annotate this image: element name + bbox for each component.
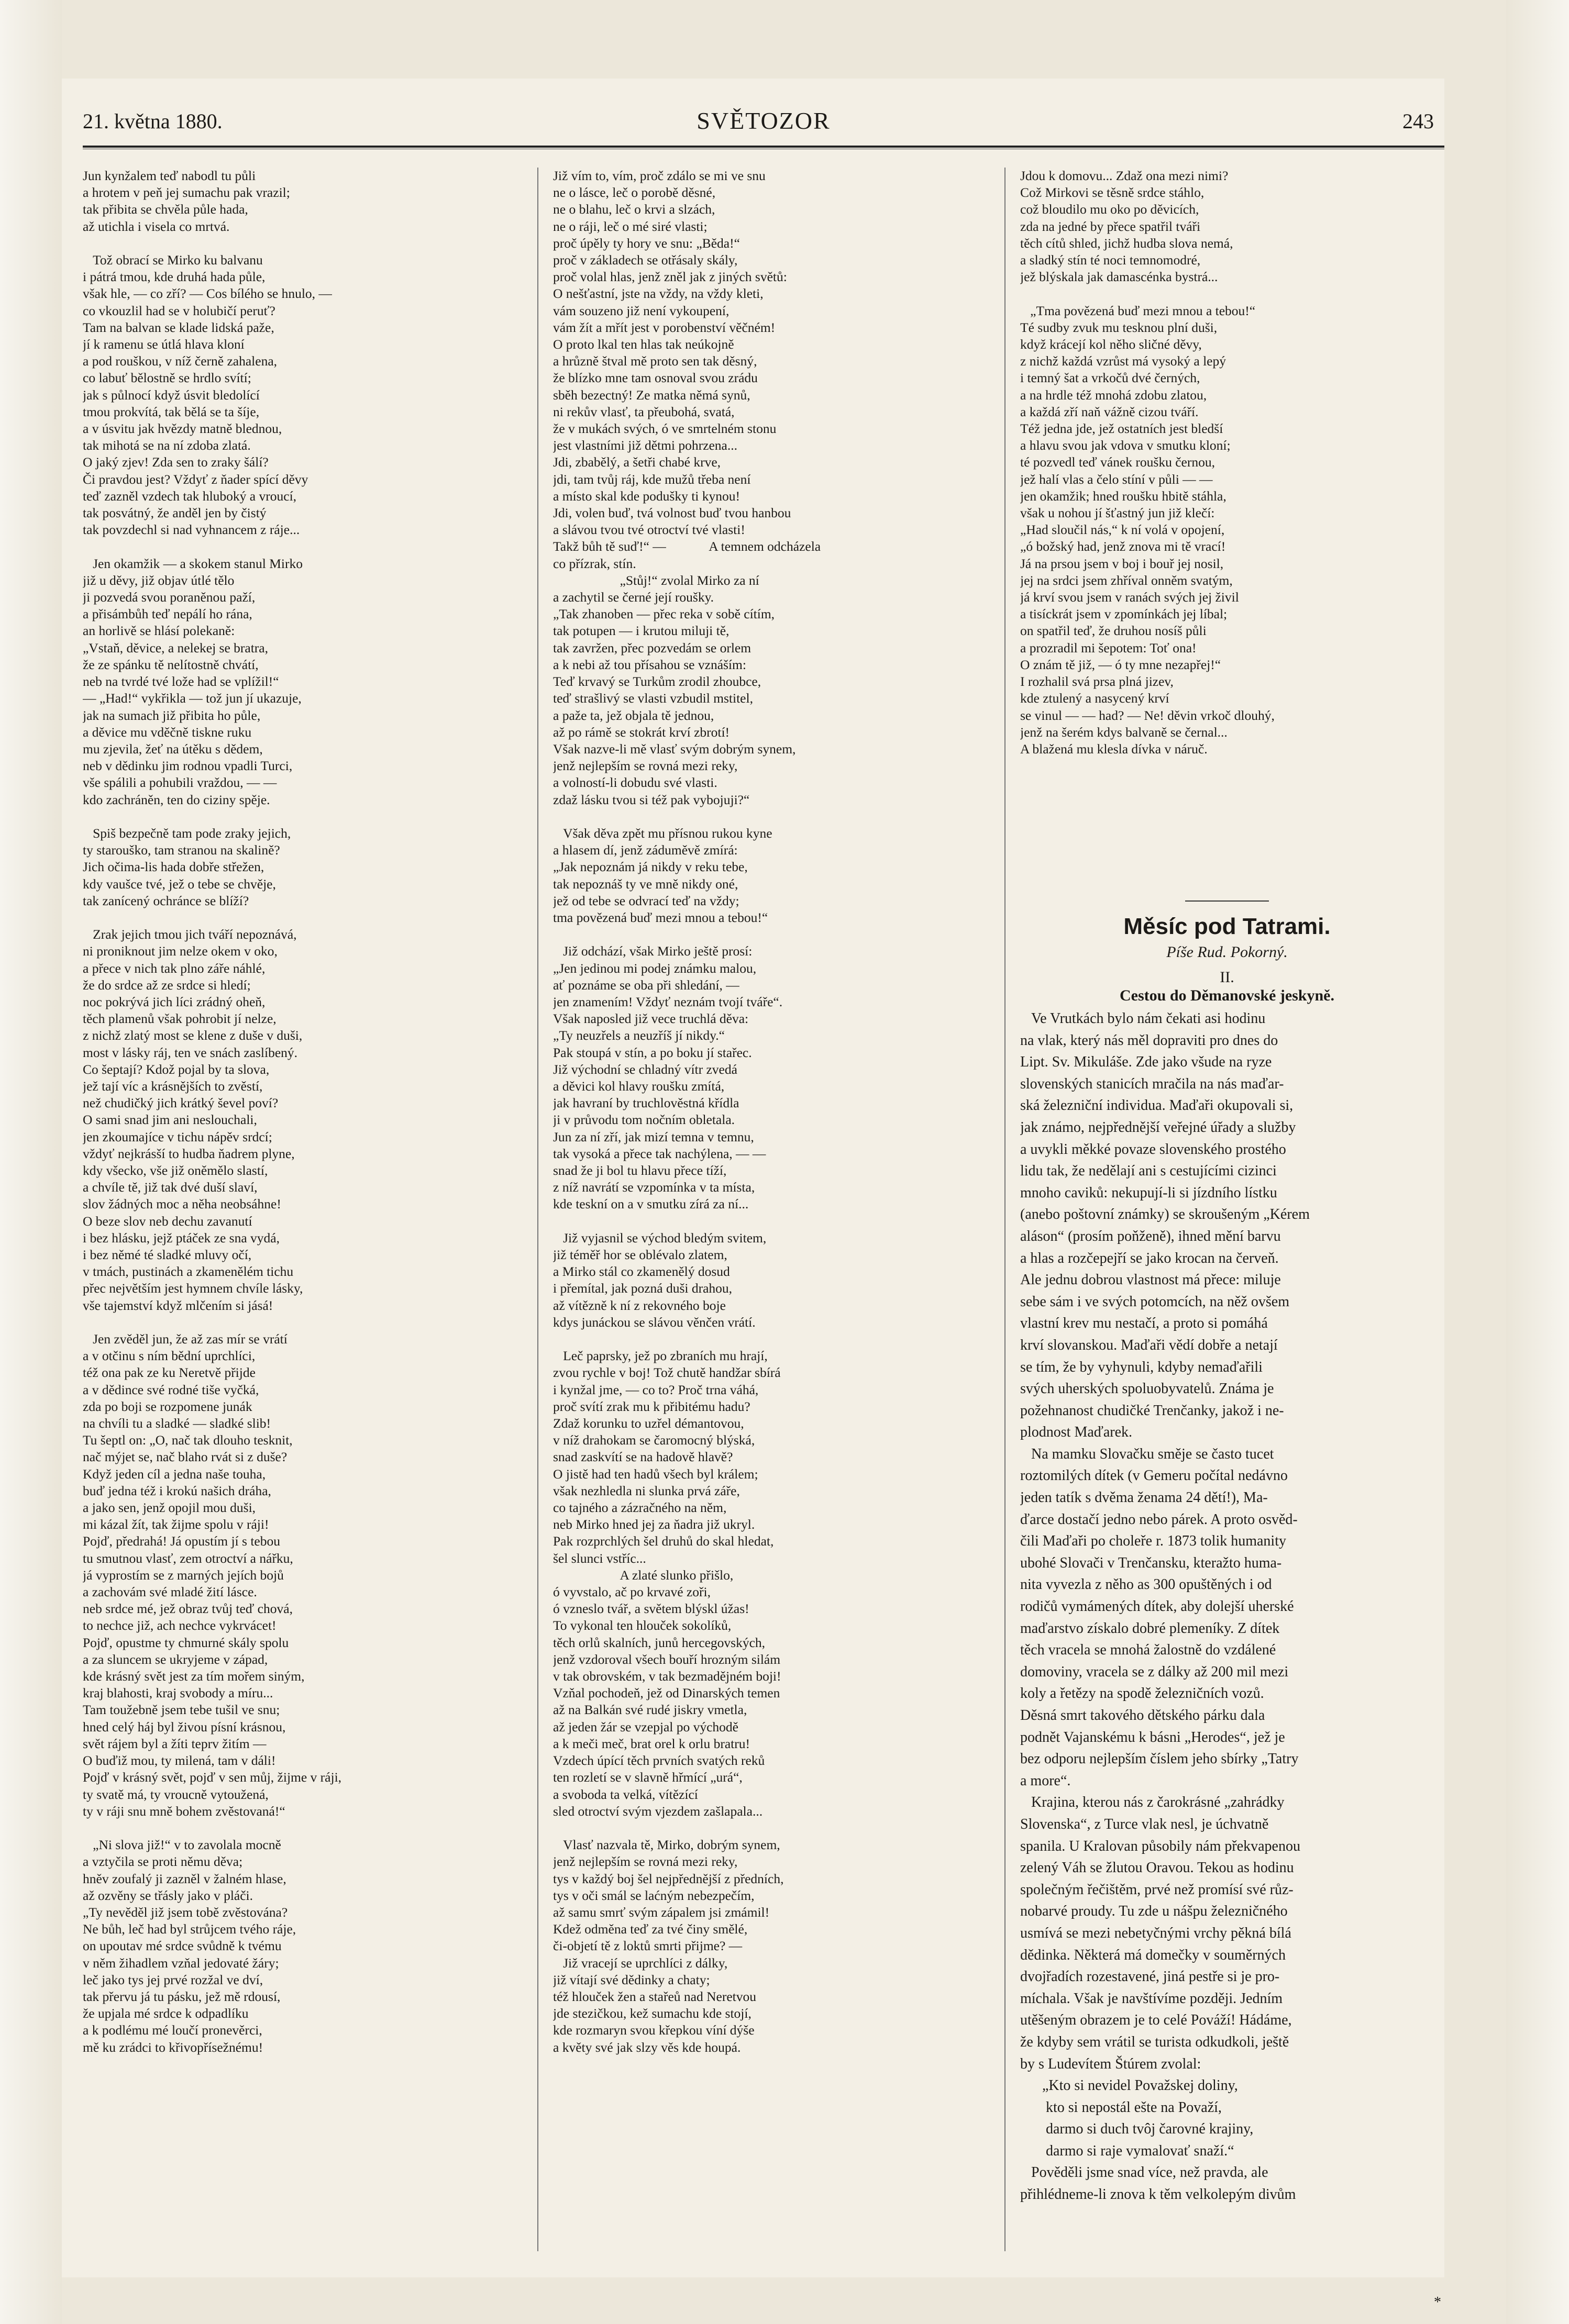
newspaper-page — [62, 79, 1444, 2310]
page-binding-right — [1506, 0, 1569, 2324]
issue-date: 21. května 1880. — [83, 109, 223, 133]
page-number: 243 — [1402, 109, 1434, 133]
poem-end-rule — [1185, 900, 1269, 902]
page-header — [83, 109, 1444, 146]
poem-column-3: Jdou k domovu... Zdaž ona mezi nimi? Což Mirkovi se těsně srdce stáhlo, což bloudilo mu oko po děvicích, zda na jedné by přece spatřil tváři těch cítů shled, jichž hudba slova nemá, a sladký stín té noci temnomodré, jež blýskala jak damascénka bystrá... „Tma povězená buď mezi mnou a tebou!“ Té sudby zvuk mu tesknou plní duši, když krácejí kol něho sličné děvy, z nichž každá vzrůst má vysoký a lepý i temný šat a vrkočů dvé černých, a na hrdle též mnohá zdobu zlatou, a každá zří naň vážně cizou tváří. Též jedna jde, jež ostatních jest bledší a hlavu svou jak vdova v smutku kloní; té pozvedl teď vánek roušku černou, jež halí vlas a čelo stíní v půli — — jen okamžik; hned roušku hbitě stáhla, však u nohou jí šťastný jun již klečí: „Had sloučil nás,“ k ní volá v opojení, „ó božský had, jenž znova mi tě vrací! Já na prsou jsem v boj i bouř jej nosil, jej na srdci jsem zhříval onněm svatým, já krví svou jsem v ranách svých jej živil a tisíckrát jsem v zpomínkách jej líbal; on spatřil teď, že druhou nosíš půli a prozradil mi šepotem: Toť ona! O znám tě již, — ó ty mne nezapřej!“ I rozhalil svá prsa plná jizev, kde ztulený a nasycený krví se vinul — — had? — Ne! děvin vrkoč dlouhý, jenž na šerém kdys balvaně se černal... A blažená mu klesla dívka v náruč. — [1020, 168, 1275, 757]
page-binding-left — [0, 0, 62, 2324]
article-byline: Píše Rud. Pokorný. — [1166, 943, 1288, 961]
article-subtitle: Cestou do Děmanovské jeskyně. — [1119, 987, 1334, 1004]
column-divider-2 — [1004, 168, 1006, 2251]
poem-column-1: Jun kynžalem teď nabodl tu půli a hrotem v peň jej sumachu pak vrazil; tak přibita se chvěla půle hada, až utichla i visela co mrtvá. Tož obrací se Mirko ku balvanu i pátrá tmou, kde druhá hada půle, však hle, — co zří? — Cos bílého se hnulo, — co vkouzlil had se v holubičí peruť? Tam na balvan se klade lidská paže, jí k ramenu se útlá hlava kloní a pod rouškou, v níž černě zahalena, co labuť bělostně se hrdlo svítí; jak s půlnocí když úsvit bledolící tmou prokvítá, tak bělá se ta šíje, a v úsvitu jak hvězdy matně blednou, tak mihotá se na ní zdoba zlatá. O jaký zjev! Zda sen to zraky šálí? Či pravdou jest? Vždyť z ňader spící děvy teď zazněl vzdech tak hluboký a vroucí, tak posvátný, že anděl jen by čistý tak povzdechl si nad vyhnancem z ráje... Jen okamžik — a skokem stanul Mirko již u děvy, již objav útlé tělo ji pozvedá svou poraněnou paží, a přisámbůh teď nepálí ho rána, an horlivě se hlásí polekaně: „Vstaň, děvice, a nelekej se bratra, že ze spánku tě nelítostně chvátí, neb na tvrdé tvé lože had se vplížil!“ — „Had!“ vykřikla — tož jun jí ukazuje, jak na sumach již přibita ho půle, a děvice mu vděčně tiskne ruku mu zjevila, žeť na útěku s dědem, neb v dědinku jim rodnou vpadli Turci, vše spálili a pohubili vraždou, — — kdo zachráněn, ten do ciziny spěje. Spiš bezpečně tam pode zraky jejich, ty starouško, tam stranou na skalině? Jich očima-lis hada dobře střežen, kdy vaušce tvé, jež o tebe se chvěje, tak zanícený ochránce se blíží? Zrak jejich tmou jich tváří nepoznává, ni proniknout jim nelze okem v oko, a přece v nich tak plno záře náhlé, že do srdce až ze srdce si hledí; noc pokrývá jich líci zrádný oheň, těch plamenů však pohrobit jí nelze, z nichž zlatý most se klene z duše v duši, most v lásky ráj, ten ve snách zaslíbený. Co šeptají? Kdož pojal by ta slova, jež tají víc a krásnějších to zvěstí, než chudičký jich krátký ševel poví? O sami snad jim ani neslouchali, jen zkoumajíce v tichu nápěv srdcí; vždyť nejkrásší to hudba ňadrem plyne, kdy všecko, vše již oněmělo slastí, a chvíle tě, již tak dvé duší slaví, slov žádných moc a něha neobsáhne! O beze slov neb dechu zavanutí i bez hlásku, jejž ptáček ze sna vydá, i bez němé té sladké mluvy očí, v tmách, pustinách a zkamenělém tichu přec největším jest hymnem chvíle lásky, vše tajemství když mlčením si jásá! Jen zvěděl jun, že až zas mír se vrátí a v otčinu s ním bědní uprchlíci, též ona pak ze ku Neretvě přijde a v dědince své rodné tiše vyčká, zda po boji se rozpomene junák na chvíli tu a sladké — sladké slib! Tu šeptl on: „O, nač tak dlouho tesknit, nač mýjet se, nač blaho rvát si z duše? Když jeden cíl a jedna naše touha, buď jedna též i krokú našich dráha, a jako sen, jenž opojil mou duši, mi kázal žít, tak žijme spolu v ráji! Pojď, předrahá! Já opustím jí s tebou tu smutnou vlasť, zem otroctví a nářku, já vyprostím se z marných jejích bojů a zachovám své mladé žití lásce. neb srdce mé, jež obraz tvůj teď chová, to nechce již, ach nechce vykrvácet! Pojď, opustme ty chmurné skály spolu a za sluncem se ukryjeme v západ, kde krásný svět jest za tím mořem siným, kraj blahosti, kraj svobody a míru... Tam toužebně jsem tebe tušil ve snu; hned celý háj byl živou písní krásnou, svět rájem byl a žíti teprv žitím — O buďiž mou, ty milená, tam v dáli! Pojď v krásný svět, pojď v sen můj, žijme v ráji, ty svatě má, ty vroucně vytoužená, ty v ráji snu mně bohem zvěstovaná!“ „Ni slova již!“ v to zavolala mocně a vztyčila se proti němu děva; hněv zoufalý ji zazněl v žalném hlase, až ozvěny se třásly jako v pláči. „Ty nevěděl již jsem tobě zvěstována? Ne bůh, leč had byl strůjcem tvého ráje, on upoutav mé srdce svůdně k tvému v něm žihadlem vzňal jedovaté žáry; leč jako tys jej prvé rozžal ve dví, tak přervu já tu pásku, jež mě rdousí, že upjala mé srdce k odpadlíku a k podlému mé loučí pronevěrci, mě ku zrádci to křivopřísežnému! — [83, 168, 342, 2055]
poem-column-2: Již vím to, vím, proč zdálo se mi ve snu ne o lásce, leč o porobě děsné, ne o blahu, leč o krvi a slzách, ne o ráji, leč o mé siré vlasti; proč úpěly ty hory ve snu: „Běda!“ proč v základech se otřásaly skály, proč volal hlas, jenž zněl jak z jiných světů: O nešťastní, jste na vždy, na vždy kleti, vám souzeno již není vykoupení, vám žít a mřít jest v porobenství věčném! O proto lkal ten hlas tak neúkojně a hrůzně štval mě proto sen tak děsný, že blízko mne tam osnoval svou zrádu sběh bezectný! Ze matka němá synů, ni rekův vlasť, ta přeubohá, svatá, že v mukách svých, ó ve smrtelném stonu jest vlastními již dětmi pohrzena... Jdi, zbabělý, a šetři chabé krve, jdi, tam tvůj ráj, kde mužů třeba není a místo skal kde podušky ti kynou! Jdi, volen buď, tvá volnost buď tvou hanbou a slávou tvou tvé otroctví tvé vlasti! Takž bůh tě suď!“ — A temnem odcházela co přízrak, stín. „Stůj!“ zvolal Mirko za ní a zachytil se černé její roušky. „Tak zhanoben — přec reka v sobě cítím, tak potupen — i krutou miluji tě, tak zavržen, přec pozvedám se orlem a k nebi až tou přísahou se vznáším: Teď krvavý se Turkům zrodil zhoubce, teď strašlivý se vlasti vzbudil mstitel, a paže ta, jež objala tě jednou, až po rámě se stokrát krví zbrotí! Však nazve-li mě vlasť svým dobrým synem, jenž nejlepším se rovná mezi reky, a volností-li dobudu své vlasti. zdaž lásku tvou si též pak vybojuji?“ Však děva zpět mu přísnou rukou kyne a hlasem dí, jenž záduměvě zmírá: „Jak nepoznám já nikdy v reku tebe, tak nepoznáš ty ve mně nikdy oné, jež od tebe se odvrací teď na vždy; tma povězená buď mezi mnou a tebou!“ Již odchází, však Mirko ještě prosí: „Jen jedinou mi podej známku malou, ať poznáme se oba při shledání, — jen znamením! Vždyť neznám tvojí tváře“. Však naposled již vece truchlá děva: „Ty neuzřels a neuzříš jí nikdy.“ Pak stoupá v stín, a po boku jí stařec. Již východní se chladný vítr zvedá a děvici kol hlavy roušku zmítá, jak havraní by truchlověstná křídla ji v průvodu tom nočním obletala. Jun za ní zří, jak mizí temna v temnu, tak vysoká a přece tak nachýlena, — — snad že ji bol tu hlavu přece tíží, z níž navrátí se vzpomínka v ta místa, kde teskní on a v smutku zírá za ní... Již vyjasnil se východ bledým svitem, již téměř hor se oblévalo zlatem, a Mirko stál co zkamenělý dosud i přemítal, jak pozná duši drahou, až vítězně k ní z rekovného boje kdys junáckou se slávou věnčen vrátí. Leč paprsky, jež po zbraních mu hrají, zvou rychle v boj! Tož chutě handžar sbírá i kynžal jme, — co to? Proč trna váhá, proč svítí zrak mu k přibitému hadu? Zdaž korunku to uzřel démantovou, v níž drahokam se čaromocný blýská, snad zaskvítí se na hadově hlavě? O jistě had ten hadů všech byl králem; však nezhledla ni slunka prvá záře, co tajného a zázračného na něm, neb Mirko hned jej za ňadra již ukryl. Pak rozprchlých šel druhů do skal hledat, šel slunci vstříc... A zlaté slunko přišlo, ó vyvstalo, ač po krvavé zoři, ó vzneslo tvář, a světem blýskl úžas! To vykonal ten hlouček sokolíků, těch orlů skalních, junů hercegovských, jenž vzdoroval všech bouří hrozným silám v tak obrovském, v tak bezmadějném boji! Vzňal pochodeň, jež od Dinarských temen až na Balkán své rudé jiskry vmetla, až jeden žár se vzepjal po východě a k meči meč, brat orel k orlu bratru! Vzdech úpící těch prvních svatých reků ten rozletí se v slavně hřmící „urá“, a svoboda ta velká, vítězící sled otroctví svým vjezdem zašlapala... Vlasť nazvala tě, Mirko, dobrým synem, jenž nejlepším se rovná mezi reky, tys v každý boj šel nejpřednější z předních, tys v oči smál se laćným nebezpečím, až samu smrť svým zápalem jsi zmámil! Kdež odměna teď za tvé činy smělé, či-objetí tě z loktů smrti přijme? — Již vracejí se uprchlíci z dálky, již vítají své dědinky a chaty; též hlouček žen a stařeů nad Neretvou jde stezičkou, kež sumachu kde stojí, kde rozmaryn svou křepkou víní dýše a květy své jak slzy věs kde houpá. — [553, 168, 821, 2055]
article-section-number: II. — [1220, 969, 1234, 986]
publication-title: SVĚTOZOR — [697, 107, 831, 134]
article-body: Ve Vrutkách bylo nám čekati asi hodinu na vlak, který nás měl dopraviti pro dnes do Lipt. Sv. Mikuláše. Zde jako všude na ryze slovenských stanicích mračila na nás maďar- ská železniční individua. Maďaři okupovali si, jak známo, nejpřednější veřejné úřady a služby a uvykli měkké povaze slovenského prostého lidu tak, že nedělají ani s cestujícími cizinci mnoho caviků: nekupují-li si jízdního lístku (anebo poštovní známky) se skroušeným „Kérem aláson“ (prosím poňženě), ihned mění barvu a hlas a rozčepejří se jako krocan na červeň. Ale jednu dobrou vlastnost má přece: miluje sebe sám i ve svých potomcích, na něž ovšem vlastní krev mu nestačí, a proto si pomáhá krví slovanskou. Maďaři vědí dobře a netají se tím, že by vyhynuli, kdyby nemaďařili svých uherských spoluobyvatelů. Známa je požehnanost chudičké Trenčanky, jakož i ne- plodnost Maďarek. Na mamku Slovačku směje se často tucet roztomilých dítek (v Gemeru počítal nedávno jeden tatík s dvěma ženama 24 dětí!), Ma- ďarce dostačí jedno nebo párek. A proto osvěd- čili Maďaři po choleře r. 1873 tolik humanity ubohé Slovači v Trenčansku, kteražto huma- nita vyvezla z něho as 300 opuštěných i od rodičů vymámených dítek, aby dolejší uherské maďarstvo získalo dobré plemeníky. Z dítek těch vracela se mnohá žalostně do vzdálené domoviny, vracela se z dálky až 200 mil mezi koly a řetězy na spodě železničních vozů. Děsná smrt takového dětského párku dala podnět Vajanskému k básni „Herodes“, jež je bez odporu nejlepším číslem jeho sbírky „Tatry a more“. Krajina, kterou nás z čarokrásné „zahrádky Slovenska“, z Turce vlak nesl, je úchvatně spanila. U Kralovan působily nám překvapenou zelený Váh se žlutou Oravou. Tekou as hodinu společným řečištěm, prvé než promísí své růz- nobarvé proudy. Tu zde u nášpu železničného usmívá se mezi nebetyčnými vrchy pěkná bílá dědinka. Některá má domečky v souměrných dvojřadích rozestavené, jiná pestře si je pro- míchala. Však je navštívíme později. Jedním utěšeným obrazem je to celé Pováží! Hádáme, že kdyby sem vrátil se turista odkudkoli, ještě by s Ludevítem Štúrem zvolal: „Kto si nevidel Považskej doliny, kto si nepostál ešte na Považí, darmo si duch tvôj čarovné krajiny, darmo si raje vymalovať snaží.“ Pověděli jsme snad více, než pravda, ale přihlédneme-li znova k těm velkolepým divům — [1020, 1010, 1310, 2203]
column-divider-1 — [537, 168, 538, 2251]
footer-mark: * — [1434, 2294, 1441, 2310]
header-rule — [83, 146, 1444, 148]
article-title: Měsíc pod Tatrami. — [1123, 914, 1331, 939]
